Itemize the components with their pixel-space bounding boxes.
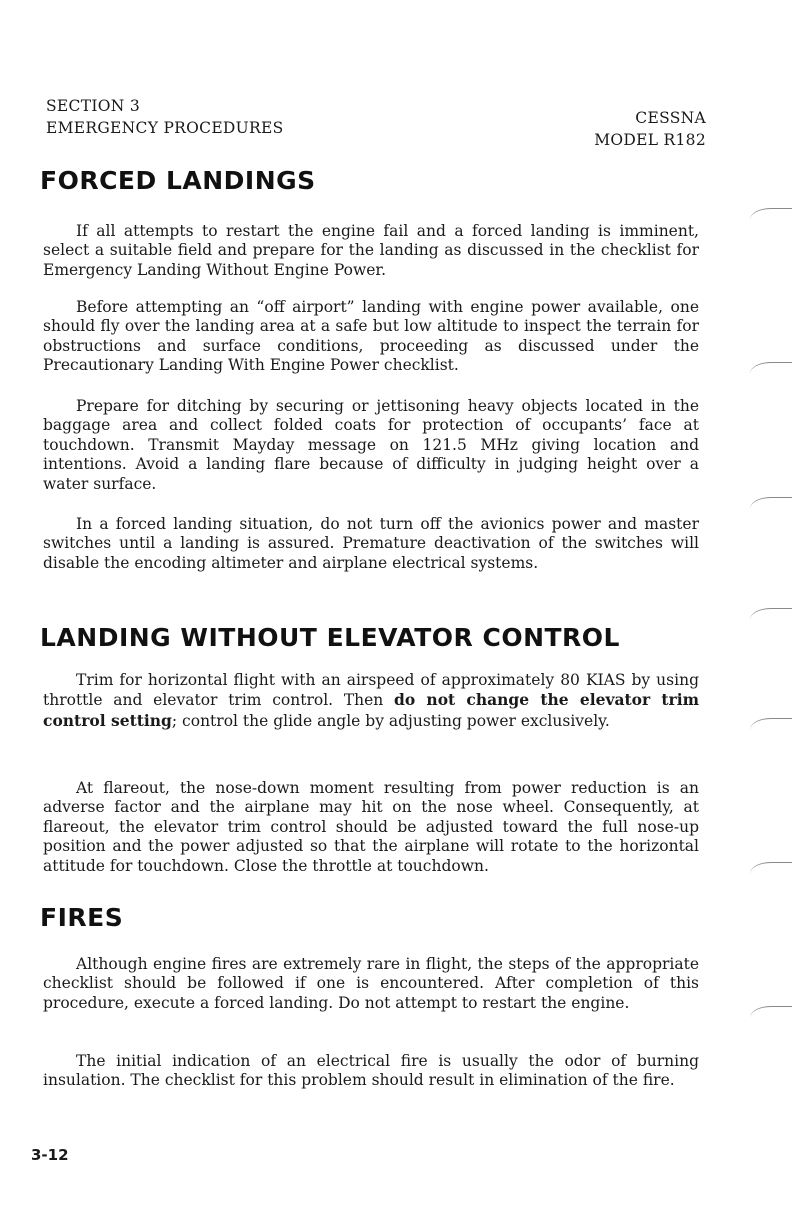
binder-hole-mark bbox=[750, 497, 792, 520]
paragraph: At flareout, the nose-down moment resulting from power reduction is an adverse factor and the airplane may hit on the nose wheel. Consequently, at flareout, the elevator trim control should be adjusted toward the full nose-up position and the power adjusted so that the airplane will rotate to the horizontal attitude for touchdown. Close the throttle at touchdown. bbox=[43, 779, 699, 875]
paragraph-text: ; control the glide angle by adjusting power exclusively. bbox=[171, 711, 610, 730]
aircraft-model: MODEL R182 bbox=[594, 131, 706, 149]
paragraph: In a forced landing situation, do not turn off the avionics power and master switches until a landing is assured. Premature deactivation of the switches will disable the encoding altimeter and airplane electrical systems. bbox=[43, 515, 699, 572]
paragraph: Before attempting an “off airport” landing with engine power available, one should fly over the landing area at a safe but low altitude to inspect the terrain for obstructions and surface conditions, proceeding as discussed under the Precautionary Landing With Engine Power checklist. bbox=[43, 298, 699, 375]
header-left bbox=[46, 95, 284, 139]
paragraph: The initial indication of an electrical fire is usually the odor of burning insulation. The checklist for this problem should result in elimination of the fire. bbox=[43, 1052, 699, 1090]
header-right bbox=[594, 107, 706, 151]
paragraph-text: Trim for horizontal flight with an airspeed of approximately 80 KIAS by using throttle and elevator trim control. Then bbox=[43, 671, 699, 710]
manufacturer: CESSNA bbox=[635, 109, 706, 127]
page-number: 3-12 bbox=[31, 1146, 69, 1164]
binder-hole-mark bbox=[750, 608, 792, 631]
binder-hole-mark bbox=[750, 718, 792, 741]
paragraph: If all attempts to restart the engine fail and a forced landing is imminent, select a suitable field and prepare for the landing as discussed in the checklist for Emergency Landing Without Engine Power. bbox=[43, 222, 699, 279]
binder-hole-mark bbox=[750, 1006, 792, 1029]
heading-forced-landings: FORCED LANDINGS bbox=[40, 166, 316, 195]
paragraph bbox=[43, 671, 699, 731]
section-number: SECTION 3 bbox=[46, 97, 141, 115]
heading-fires: FIRES bbox=[40, 903, 124, 932]
heading-landing-without-elevator-control: LANDING WITHOUT ELEVATOR CONTROL bbox=[40, 623, 620, 652]
binder-hole-mark bbox=[750, 362, 792, 385]
paragraph: Although engine fires are extremely rare in flight, the steps of the appropriate checklist should be followed if one is encountered. After completion of this procedure, execute a forced landing. Do not attempt to restart the engine. bbox=[43, 955, 699, 1012]
binder-hole-mark bbox=[750, 208, 792, 231]
paragraph: Prepare for ditching by securing or jettisoning heavy objects located in the baggage area and collect folded coats for protection of occupants’ face at touchdown. Transmit Mayday message on 121.5 MHz giving location and intentions. Avoid a landing flare because of difficulty in judging height over a water surface. bbox=[43, 397, 699, 493]
binder-hole-mark bbox=[750, 862, 792, 885]
section-title: EMERGENCY PROCEDURES bbox=[46, 119, 284, 137]
emphasis-text: do not change the elevator trim control setting bbox=[43, 690, 700, 730]
